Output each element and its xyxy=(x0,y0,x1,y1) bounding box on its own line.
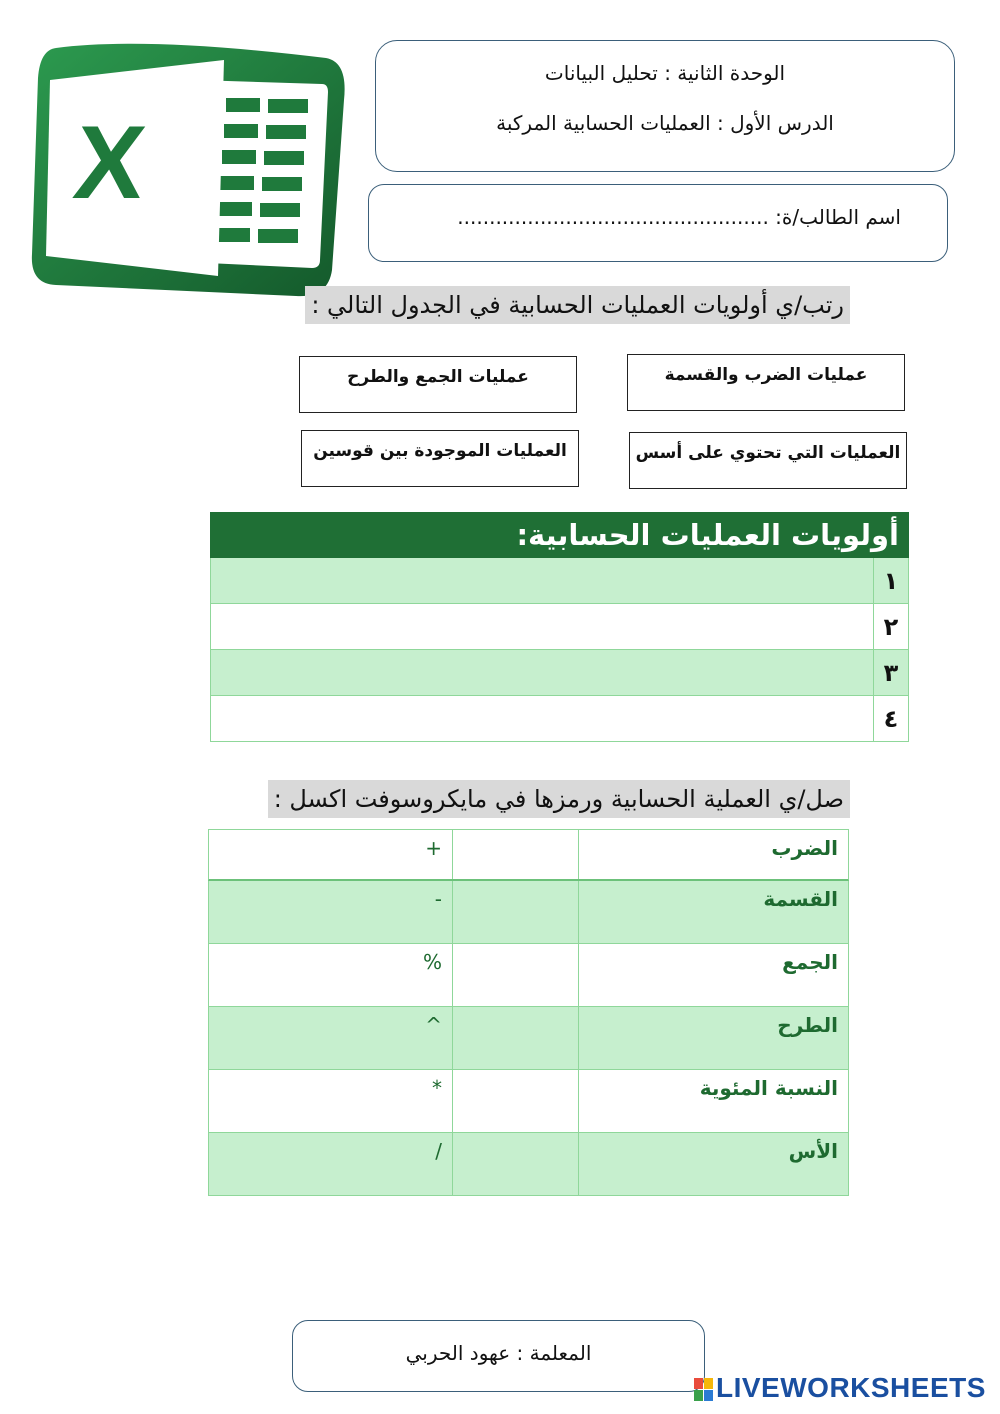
matching-connector-cell[interactable] xyxy=(452,830,578,879)
priority-number: ٢ xyxy=(873,604,908,649)
matching-connector-cell[interactable] xyxy=(452,1070,578,1132)
priority-row-2[interactable] xyxy=(210,604,909,650)
operation-symbol[interactable]: - xyxy=(434,887,442,911)
svg-text:X: X xyxy=(68,105,151,221)
priority-row-4[interactable] xyxy=(210,696,909,742)
operation-name[interactable]: النسبة المئوية xyxy=(578,1070,848,1132)
priority-table-title: أولويات العمليات الحسابية: xyxy=(210,512,909,558)
unit-title: الوحدة الثانية : تحليل البيانات xyxy=(544,61,786,85)
operation-symbol[interactable]: * xyxy=(432,1076,442,1100)
priority-answer-cell[interactable] xyxy=(211,558,873,603)
operation-name[interactable]: القسمة xyxy=(578,881,848,943)
operation-name[interactable]: الطرح xyxy=(578,1007,848,1069)
priority-table xyxy=(210,512,909,742)
teacher-name: المعلمة : عهود الحربي xyxy=(405,1341,592,1365)
card-multiply-divide[interactable]: عمليات الضرب والقسمة xyxy=(627,354,905,411)
brand-wordmark: LIVEWORKSHEETS xyxy=(716,1372,986,1403)
matching-row xyxy=(208,829,849,881)
operation-symbol[interactable]: ^ xyxy=(425,1013,442,1037)
operation-symbol[interactable]: / xyxy=(435,1139,442,1163)
matching-row xyxy=(208,881,849,944)
card-add-subtract[interactable]: عمليات الجمع والطرح xyxy=(299,356,577,413)
lesson-title: الدرس الأول : العمليات الحسابية المركبة xyxy=(496,111,834,135)
priority-number: ١ xyxy=(873,558,908,603)
operation-symbol[interactable]: % xyxy=(422,950,442,974)
teacher-box xyxy=(292,1320,705,1392)
matching-row xyxy=(208,1007,849,1070)
excel-logo-icon xyxy=(26,40,348,302)
card-parentheses[interactable]: العمليات الموجودة بين قوسين xyxy=(301,430,579,487)
matching-instruction: صل/ي العملية الحسابية ورمزها في مايكروسوفت اكسل : xyxy=(268,780,850,818)
operation-symbol[interactable]: + xyxy=(425,836,442,860)
priority-number: ٣ xyxy=(873,650,908,695)
matching-row xyxy=(208,944,849,1007)
operation-name[interactable]: الجمع xyxy=(578,944,848,1006)
header-box xyxy=(375,40,955,172)
brand-logo-icon xyxy=(694,1378,714,1402)
matching-row xyxy=(208,1070,849,1133)
matching-table xyxy=(208,829,849,1196)
matching-connector-cell[interactable] xyxy=(452,881,578,943)
card-exponents[interactable]: العمليات التي تحتوي على أسس xyxy=(629,432,907,489)
priority-instruction: رتب/ي أولويات العمليات الحسابية في الجدول التالي : xyxy=(305,286,850,324)
matching-connector-cell[interactable] xyxy=(452,1007,578,1069)
priority-number: ٤ xyxy=(873,696,908,741)
matching-connector-cell[interactable] xyxy=(452,1133,578,1195)
priority-answer-cell[interactable] xyxy=(211,604,873,649)
operation-name[interactable]: الأس xyxy=(578,1133,848,1195)
student-name-box[interactable] xyxy=(368,184,948,262)
priority-row-1[interactable] xyxy=(210,558,909,604)
priority-answer-cell[interactable] xyxy=(211,696,873,741)
operation-name[interactable]: الضرب xyxy=(578,830,848,879)
matching-row xyxy=(208,1133,849,1196)
priority-answer-cell[interactable] xyxy=(211,650,873,695)
priority-row-3[interactable] xyxy=(210,650,909,696)
matching-connector-cell[interactable] xyxy=(452,944,578,1006)
student-name-label: اسم الطالب/ة: ................................................. xyxy=(457,205,901,229)
